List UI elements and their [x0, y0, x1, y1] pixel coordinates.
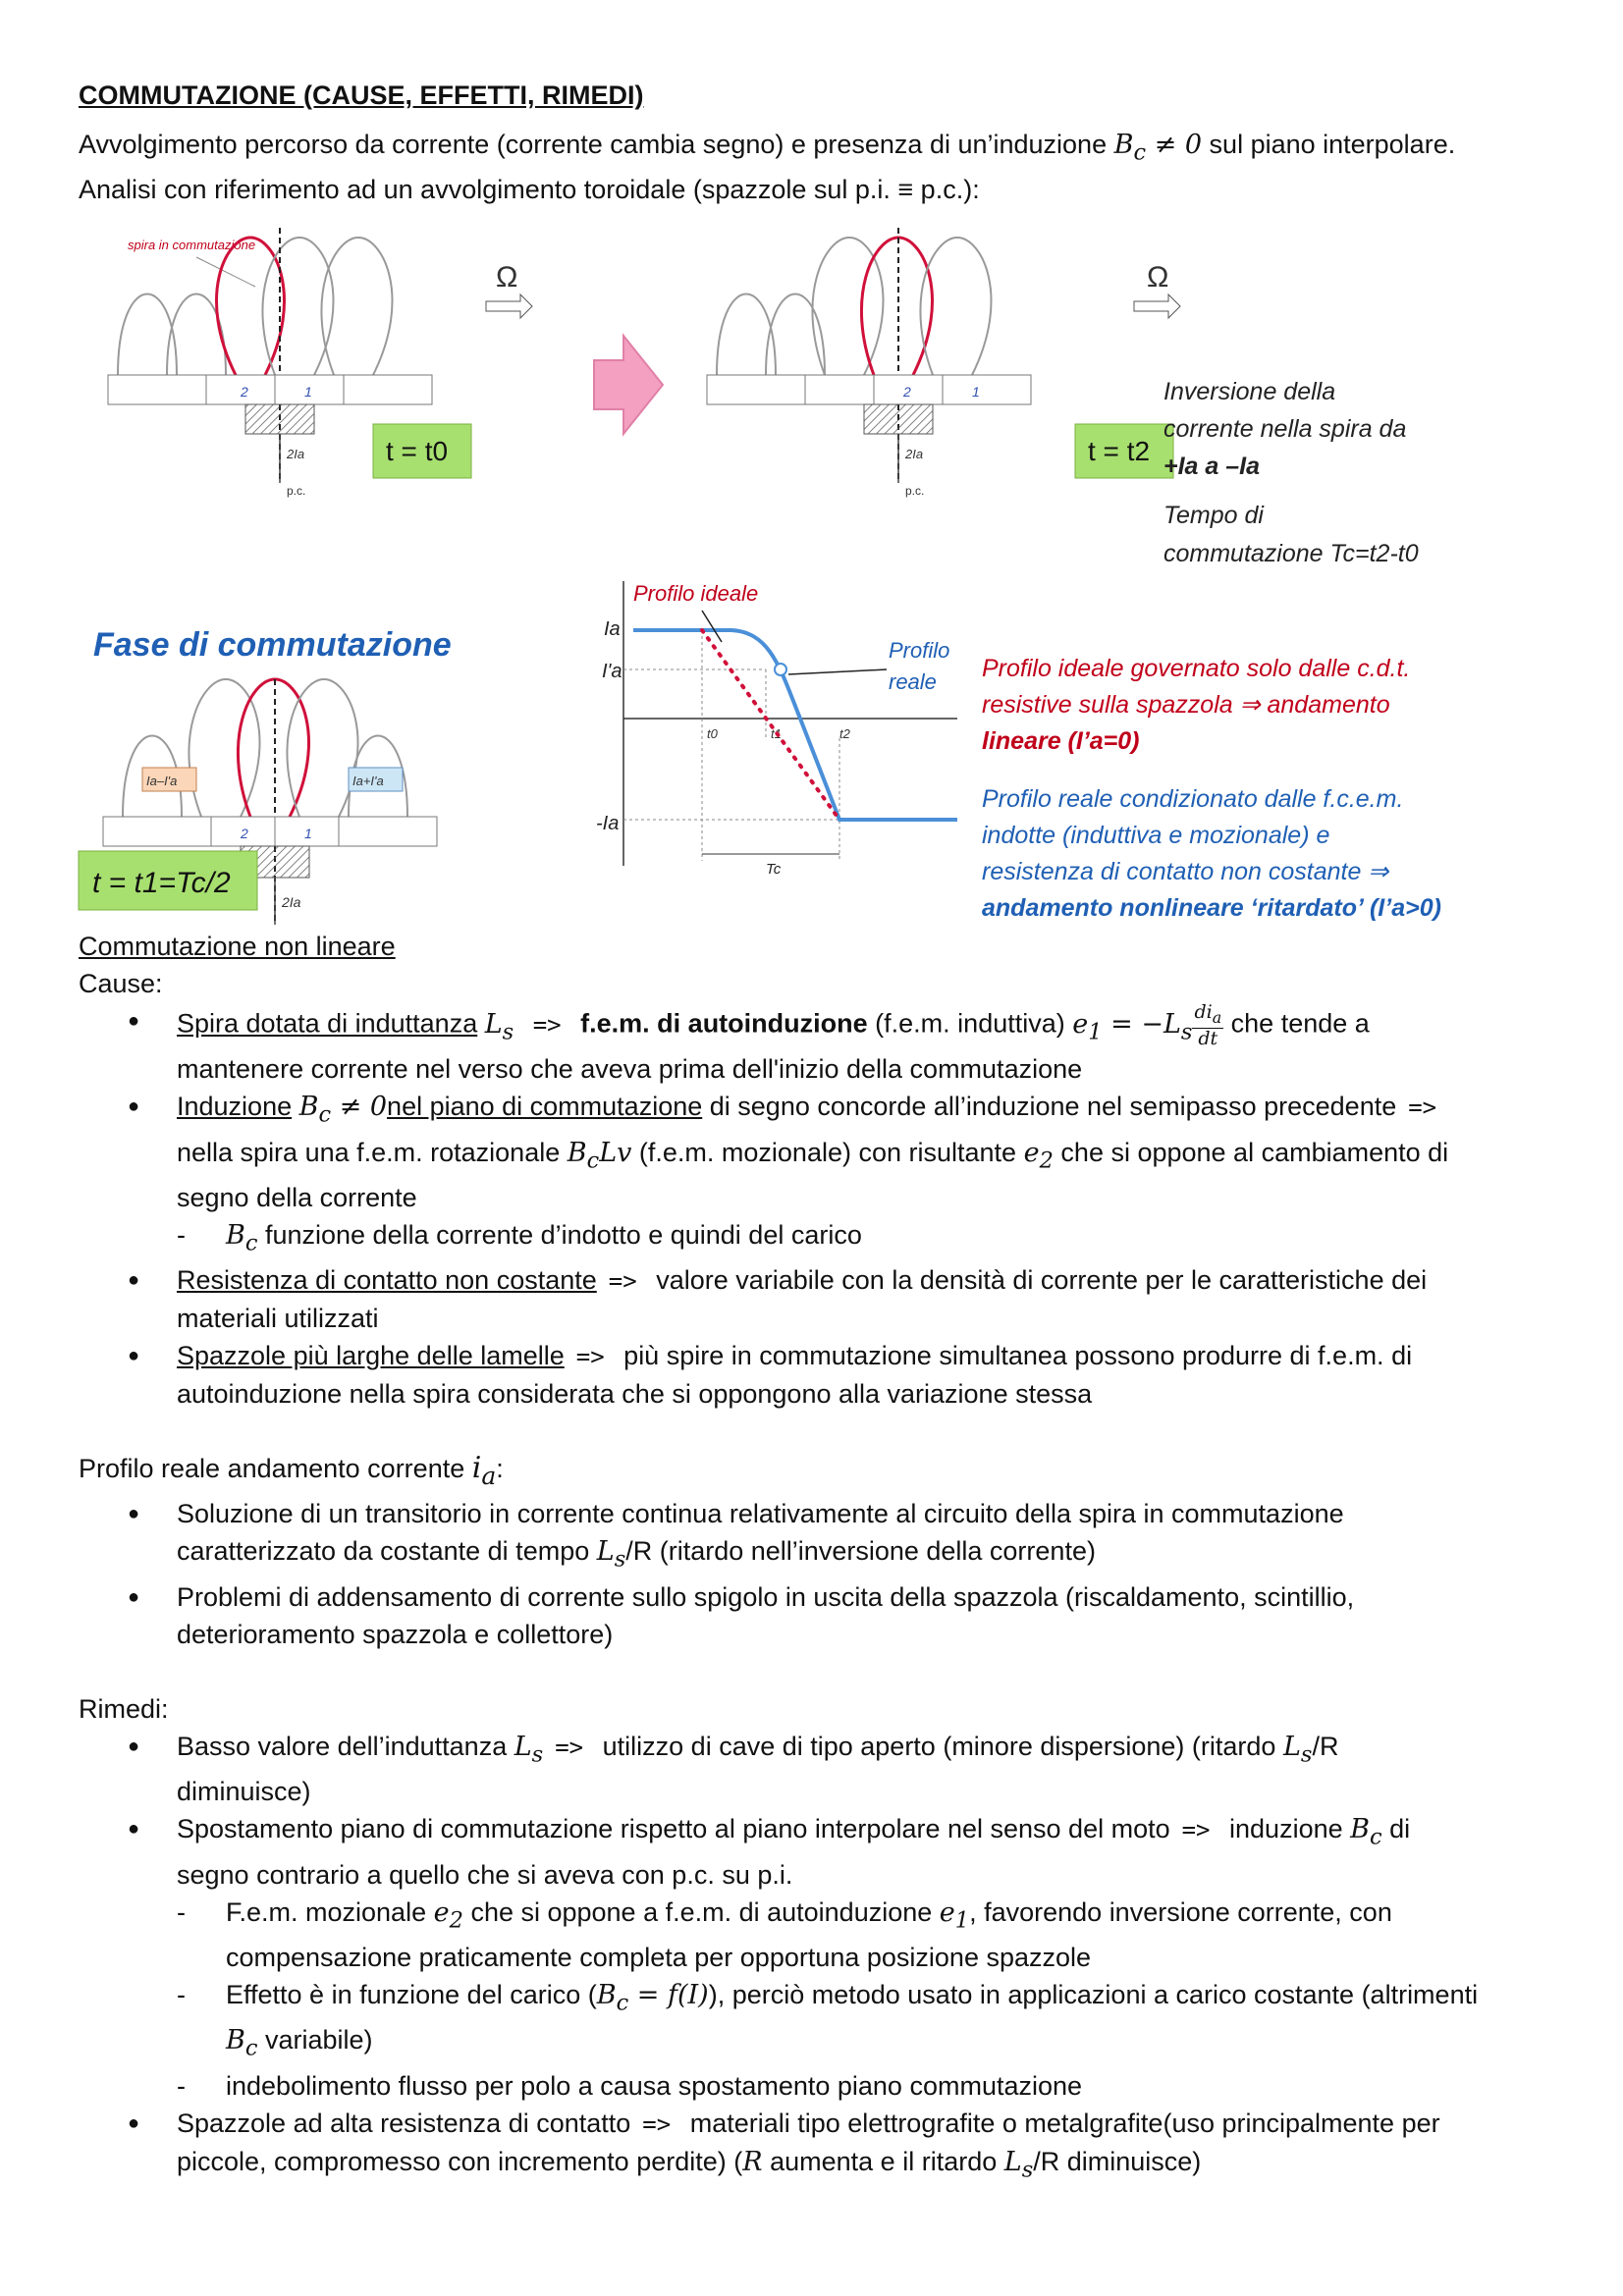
rimedi-item-2-sub-3: - indebolimento flusso per polo a causa spostamento piano commutazione	[177, 2067, 1561, 2105]
commutation-figure	[79, 208, 1561, 923]
cause-item-2-sub: - $B_c$ funzione della corrente d’indotto e quindi del carico	[177, 1216, 1561, 1261]
svg-text:indotte (induttiva e mozionale: indotte (induttiva e mozionale) e	[982, 822, 1330, 850]
svg-text:t2: t2	[839, 726, 850, 742]
document-page	[79, 77, 1561, 2188]
rimedi-item-2-sub-2: - Effetto è in funzione del carico $(B_c = f(I))$, perciò metodo usato in applicazioni a carico costante (altrimenti $B_c$ variabile)	[177, 1976, 1561, 2067]
svg-text:I'a: I'a	[602, 661, 622, 683]
svg-text:Profilo: Profilo	[889, 638, 950, 664]
cause-item-4: ● Spazzole più larghe delle lamelle => più spire in commutazione simultanea possono produrre di f.e.m. di autoinduzione nella spira considerata che si oppongono alla variazione stessa	[79, 1337, 1561, 1413]
transition-arrow	[594, 336, 663, 434]
svg-text:corrente nella spira da: corrente nella spira da	[1163, 415, 1407, 444]
intro-text-b: sul piano interpolare.	[1209, 130, 1456, 159]
diagram-t2	[707, 228, 1180, 498]
svg-text:1: 1	[304, 384, 312, 400]
svg-text:Ia: Ia	[604, 618, 621, 641]
cause-label: Cause:	[79, 969, 163, 999]
svg-text:-Ia: -Ia	[596, 813, 620, 835]
rimedi-heading: Rimedi:	[79, 1693, 169, 1724]
svg-text:t = t2: t = t2	[1088, 436, 1151, 467]
svg-text:resistenza di contatto non cos: resistenza di contatto non costante ⇒	[982, 858, 1389, 886]
cause-item-1: ● Spira dotata di induttanza $L_s => f.e.m$. di autoinduzione (f.e.m. induttiva) $e_1 = -L_s$ $\frac{di_a}{dt}$ che tende a mantenere corrente nel verso che aveva prima dell'inizio della commutazione	[79, 1002, 1561, 1088]
svg-text:1: 1	[304, 826, 312, 842]
svg-text:t0: t0	[707, 726, 718, 742]
nonlin-heading: Commutazione non lineare	[79, 932, 396, 962]
svg-text:Ia+I'a: Ia+I'a	[352, 774, 384, 789]
rimedi-list	[79, 1728, 1561, 2188]
cause-item-2: ● Induzione $B_c \ne 0nel$ piano di commutazione di segno concorde all’induzione nel semipasso precedente => nella spira una f.e.m. rotazionale $B_cLv$ (f.e.m. mozionale) con risultante $e_2$ che si oppone al cambiamento di segno della corrente - $B_c$ funzione della corrente d’indotto e quindi del carico	[79, 1088, 1561, 1261]
fase-title: Fase di commutazione	[93, 626, 452, 665]
profilo-list	[79, 1495, 1561, 1652]
profilo-item-2: ● Problemi di addensamento di corrente sullo spigolo in uscita della spazzola (riscaldamento, scintillio, deterioramento spazzola e collettore)	[79, 1578, 1561, 1653]
svg-text:Profilo reale condizionato dal: Profilo reale condizionato dalle f.c.e.m.	[982, 785, 1404, 814]
math-bc-neq-0: $B_c \ne 0$	[1113, 130, 1203, 166]
svg-text:reale: reale	[889, 669, 937, 695]
svg-text:2: 2	[241, 826, 248, 842]
svg-text:p.c.: p.c.	[905, 484, 925, 499]
svg-text:t = t1=Tc/2: t = t1=Tc/2	[92, 867, 231, 900]
svg-text:2: 2	[241, 384, 248, 400]
svg-text:Tc: Tc	[766, 861, 782, 879]
figure-area	[79, 208, 1561, 923]
svg-text:Inversione della: Inversione della	[1163, 378, 1336, 406]
svg-text:Profilo ideale governato solo: Profilo ideale governato solo dalle c.d.t.	[982, 655, 1411, 683]
svg-text:resistive sulla spazzola ⇒ and: resistive sulla spazzola ⇒ andamento	[982, 691, 1390, 720]
cause-item-3: ● Resistenza di contatto non costante => valore variabile con la densità di corrente per le caratteristiche dei materiali utilizzati	[79, 1261, 1561, 1337]
profilo-item-1: ● Soluzione di un transitorio in corrente continua relativamente al circuito della spira in commutazione caratterizzato da costante di tempo $L_s/R$ (ritardo nell’inversione della corrente)	[79, 1495, 1561, 1577]
intro-line-2: Analisi con riferimento ad un avvolgimento toroidale (spazzole sul p.i. ≡ p.c.):	[79, 175, 980, 205]
omega-label: Ω	[496, 261, 518, 294]
rimedi-item-2: ● Spostamento piano di commutazione rispetto al piano interpolare nel senso del moto => induzione $B_c$ di segno contrario a quello che si aveva con p.c. su p.i. - F.e.m. mozionale $e_2$ che si oppone a f.e.m. di autoinduzione $e_1$, favorendo inversione corrente, con compensazione praticamente completa per opportuna posizione spazzole - Effetto è in funzione del carico $(B_c = f(I))$, perciò metodo usato in applicazioni a carico costante (altrimenti $B_c$ variabile) - indebolimento flusso per polo a causa spostamento piano commutazione	[79, 1810, 1561, 2105]
svg-text:commutazione Tc=t2-t0: commutazione Tc=t2-t0	[1163, 540, 1419, 568]
page-title: COMMUTAZIONE (CAUSE, EFFETTI, RIMEDI)	[79, 80, 644, 110]
svg-text:1: 1	[972, 384, 980, 400]
intro-line-1	[79, 126, 1561, 171]
svg-text:+Ia a –Ia: +Ia a –Ia	[1163, 453, 1260, 481]
svg-text:2: 2	[903, 384, 911, 400]
cause-list	[79, 1002, 1561, 1413]
svg-text:p.c.: p.c.	[287, 484, 306, 499]
svg-text:2Ia: 2Ia	[287, 447, 305, 462]
rimedi-item-1: ● Basso valore dell’induttanza $L_s$ => utilizzo di cave di tipo aperto (minore dispersione) (ritardo $L_s/R$ diminuisce)	[79, 1728, 1561, 1810]
spira-label: spira in commutazione	[128, 238, 256, 253]
current-graph	[596, 581, 957, 878]
real-description	[982, 785, 1441, 922]
svg-text:Tempo di: Tempo di	[1163, 502, 1264, 530]
svg-text:lineare (I’a=0): lineare (I’a=0)	[982, 727, 1140, 756]
diagram-t0	[108, 228, 532, 498]
intro-text-a: Avvolgimento percorso da corrente (corrente cambia segno) e presenza di un’induzione	[79, 130, 1108, 159]
svg-text:Ω: Ω	[1147, 261, 1169, 294]
svg-text:t = t0: t = t0	[386, 436, 449, 467]
svg-text:Ia–I'a: Ia–I'a	[146, 774, 178, 789]
svg-text:t1: t1	[771, 726, 782, 742]
profilo-heading: Profilo reale andamento corrente $i_a$:	[79, 1451, 504, 1491]
svg-text:2Ia: 2Ia	[282, 894, 301, 911]
rimedi-item-3: ● Spazzole ad alta resistenza di contatto => materiali tipo elettrografite o metalgrafite(uso principalmente per piccole, compromesso con incremento perdite) (R aumenta e il ritardo $L_s/R$ diminuisce)	[79, 2105, 1561, 2188]
inversion-text	[1163, 378, 1419, 567]
ideal-description	[982, 655, 1410, 755]
svg-text:andamento nonlineare ‘ritardat: andamento nonlineare ‘ritardato’ (I’a>0)	[982, 894, 1441, 923]
svg-text:2Ia: 2Ia	[905, 447, 924, 462]
rimedi-item-2-sub-1: - F.e.m. mozionale $e_2$ che si oppone a f.e.m. di autoinduzione $e_1$, favorendo inversione corrente, con compensazione praticamente completa per opportuna posizione spazzole	[177, 1894, 1561, 1976]
profilo-ideale-label: Profilo ideale	[633, 581, 759, 607]
